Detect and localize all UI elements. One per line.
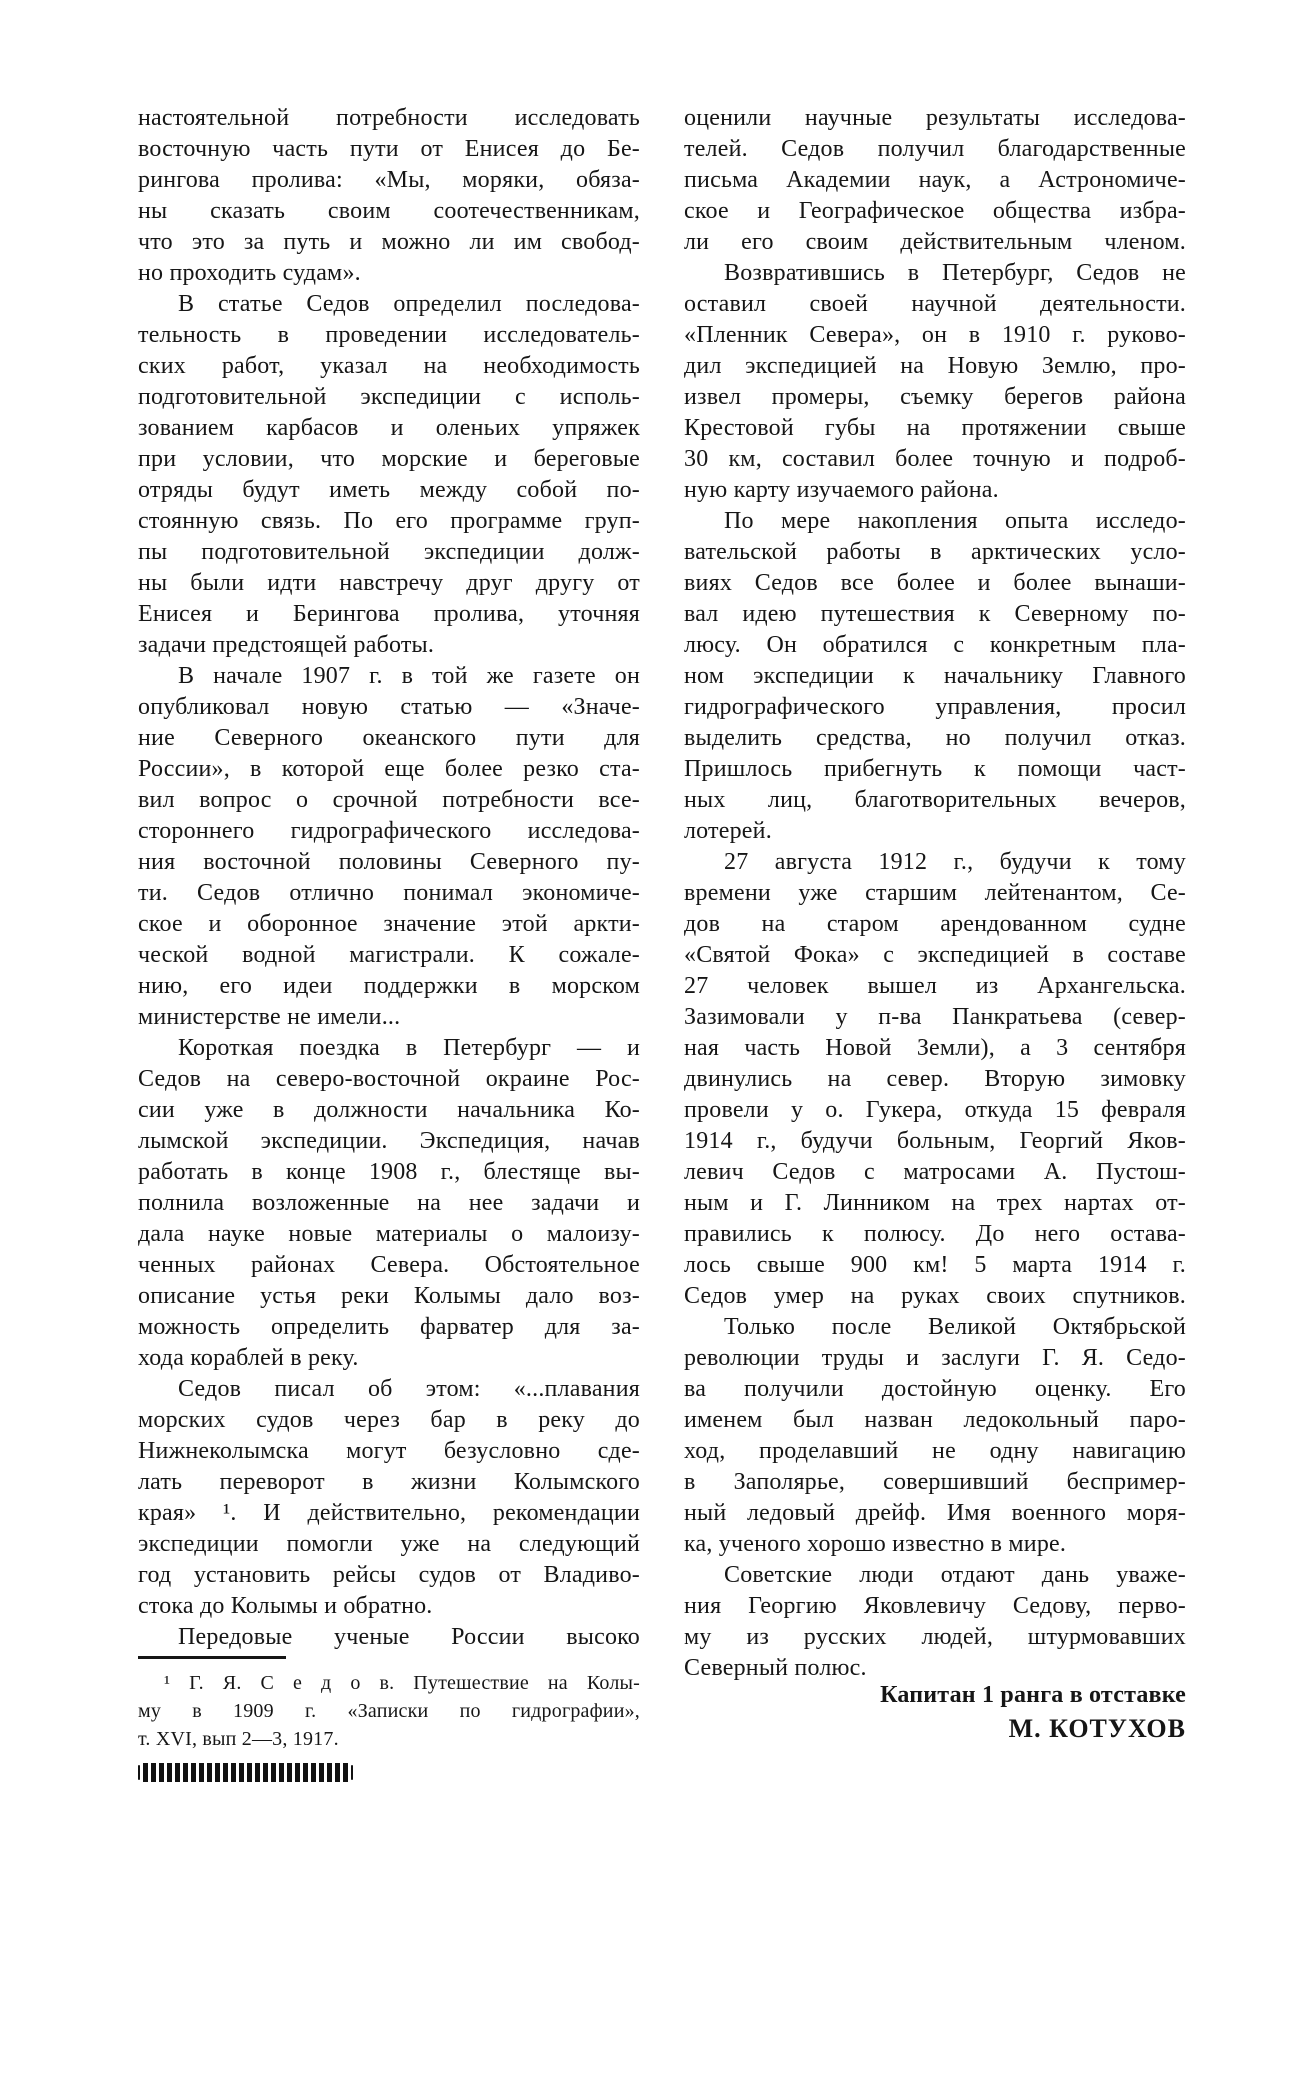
text-line: министерстве не имели... — [138, 1004, 401, 1030]
text-line: провели у о. Гукера, откуда 15 февраля — [684, 1097, 1186, 1123]
text-line: пы подготовительной экспедиции долж- — [138, 539, 640, 565]
text-line: России», в которой еще более резко ста- — [138, 756, 640, 782]
text-line: ¹ Г. Я. С е д о в. Путешествие на Колы- — [164, 1672, 640, 1694]
ornament-bar — [311, 1763, 316, 1782]
text-line: Пришлось прибегнуть к помощи част- — [684, 756, 1186, 782]
ornament-bar — [287, 1763, 292, 1782]
text-line: зованием карбасов и оленьих упряжек — [138, 415, 640, 441]
text-line: опубликовал новую статью — «Значе- — [138, 694, 640, 720]
text-line: хода кораблей в реку. — [138, 1345, 359, 1371]
tailpiece-bars-ornament — [138, 1762, 356, 1782]
text-line: Нижнеколымска могут безусловно сде- — [138, 1438, 640, 1464]
ornament-bar — [175, 1763, 180, 1782]
ornament-bar — [143, 1763, 148, 1782]
text-line: полнила возложенные на нее задачи и — [138, 1190, 640, 1216]
text-line: ход, проделавший не одну навигацию — [684, 1438, 1186, 1464]
text-line: письма Академии наук, а Астрономиче- — [684, 167, 1186, 193]
text-line: ли его своим действительным членом. — [684, 229, 1186, 255]
text-line: Возвратившись в Петербург, Седов не — [724, 260, 1186, 286]
text-line: В статье Седов определил последова- — [178, 291, 640, 317]
text-line: Крестовой губы на протяжении свыше — [684, 415, 1186, 441]
text-line: год установить рейсы судов от Владиво- — [138, 1562, 640, 1588]
ornament-bar — [183, 1763, 188, 1782]
text-line: вал идею путешествия к Северному по- — [684, 601, 1186, 627]
text-line: ном экспедиции к начальнику Главного — [684, 663, 1186, 689]
text-line: По мере накопления опыта исследо- — [724, 508, 1186, 534]
text-line: тельность в проведении исследователь- — [138, 322, 640, 348]
text-line: дала науке новые материалы о малоизу- — [138, 1221, 640, 1247]
text-line: «Пленник Севера», он в 1910 г. руково- — [684, 322, 1186, 348]
text-line: Только после Великой Октябрьской — [724, 1314, 1186, 1340]
text-line: «Святой Фока» с экспедицией в составе — [684, 942, 1186, 968]
text-line: ным и Г. Линником на трех нартах от- — [684, 1190, 1186, 1216]
ornament-bar — [215, 1763, 220, 1782]
footnote — [138, 1650, 640, 1753]
text-line: стока до Колымы и обратно. — [138, 1593, 433, 1619]
text-line: телей. Седов получил благодарственные — [684, 136, 1186, 162]
text-line: ная часть Новой Земли), а 3 сентября — [684, 1035, 1186, 1061]
signature-block — [684, 1679, 1186, 1746]
signature-rank: Капитан 1 ранга в отставке — [880, 1682, 1186, 1708]
text-line: в Заполярье, совершивший беспример- — [684, 1469, 1186, 1495]
ornament-bar — [263, 1763, 268, 1782]
text-line: Енисея и Берингова пролива, уточняя — [138, 601, 640, 627]
ornament-bar — [247, 1763, 252, 1782]
text-line: ных лиц, благотворительных вечеров, — [684, 787, 1186, 813]
text-line: ние Северного океанского пути для — [138, 725, 640, 751]
text-line: лать переворот в жизни Колымского — [138, 1469, 640, 1495]
text-line: ны были идти навстречу друг другу от — [138, 570, 640, 596]
ornament-bar — [239, 1763, 244, 1782]
text-line: 1914 г., будучи больным, Георгий Яков- — [684, 1128, 1186, 1154]
text-line: выделить средства, но получил отказ. — [684, 725, 1186, 751]
text-line: Седов писал об этом: «...плавания — [178, 1376, 640, 1402]
text-line: виях Седов все более и более вынаши- — [684, 570, 1186, 596]
text-line: ченных районах Севера. Обстоятельное — [138, 1252, 640, 1278]
text-line: края» ¹. И действительно, рекомендации — [138, 1500, 640, 1526]
footnote-rule — [138, 1656, 286, 1659]
text-line: ны сказать своим соотечественникам, — [138, 198, 640, 224]
text-line: Передовые ученые России высоко — [178, 1624, 640, 1650]
left-column — [138, 103, 640, 1653]
ornament-bar — [255, 1763, 260, 1782]
text-line: Советские люди отдают дань уваже- — [724, 1562, 1186, 1588]
text-line: стоянную связь. По его программе груп- — [138, 508, 640, 534]
text-line: двинулись на север. Вторую зимовку — [684, 1066, 1186, 1092]
ornament-bar — [327, 1763, 332, 1782]
ornament-bar — [199, 1763, 204, 1782]
ornament-bar — [151, 1763, 156, 1782]
text-line: отряды будут иметь между собой по- — [138, 477, 640, 503]
text-line: ка, ученого хорошо известно в мире. — [684, 1531, 1067, 1557]
text-line: 27 августа 1912 г., будучи к тому — [724, 849, 1186, 875]
text-line: ный ледовый дрейф. Имя военного моря- — [684, 1500, 1186, 1526]
ornament-bar — [343, 1763, 348, 1782]
text-line: 30 км, составил более точную и подроб- — [684, 446, 1186, 472]
text-line: 27 человек вышел из Архангельска. — [684, 973, 1186, 999]
right-column — [684, 103, 1186, 1684]
text-line: гидрографического управления, просил — [684, 694, 1186, 720]
ornament-bar — [207, 1763, 212, 1782]
text-line: вательской работы в арктических усло- — [684, 539, 1186, 565]
ornament-bar — [319, 1763, 324, 1782]
text-line: Седов на северо-восточной окраине Рос- — [138, 1066, 640, 1092]
text-line: оценили научные результаты исследова- — [684, 105, 1186, 131]
text-line: му из русских людей, штурмовавших — [684, 1624, 1186, 1650]
text-line: оставил своей научной деятельности. — [684, 291, 1186, 317]
text-line: Зазимовали у п-ва Панкратьева (север- — [684, 1004, 1186, 1030]
text-line: ческой водной магистрали. К сожале- — [138, 942, 640, 968]
ornament-bar — [279, 1763, 284, 1782]
text-line: стороннего гидрографического исследова- — [138, 818, 640, 844]
ornament-bar — [271, 1763, 276, 1782]
ornament-bar — [231, 1763, 236, 1782]
text-line: лымской экспедиции. Экспедиция, начав — [138, 1128, 640, 1154]
text-line: ния Георгию Яковлевичу Седову, перво- — [684, 1593, 1186, 1619]
text-line: времени уже старшим лейтенантом, Се- — [684, 880, 1186, 906]
text-line: морских судов через бар в реку до — [138, 1407, 640, 1433]
text-line: при условии, что морские и береговые — [138, 446, 640, 472]
text-line: революции труды и заслуги Г. Я. Седо- — [684, 1345, 1186, 1371]
ornament-bar — [295, 1763, 300, 1782]
text-line: но проходить судам». — [138, 260, 361, 286]
text-line: нию, его идеи поддержки в морском — [138, 973, 640, 999]
ornament-end-mark — [138, 1765, 140, 1780]
ornament-bar — [223, 1763, 228, 1782]
text-line: работать в конце 1908 г., блестяще вы- — [138, 1159, 640, 1185]
text-line: именем был назван ледокольный паро- — [684, 1407, 1186, 1433]
text-line: Короткая поездка в Петербург — и — [178, 1035, 640, 1061]
text-line: ских работ, указал на необходимость — [138, 353, 640, 379]
text-line: Северный полюс. — [684, 1655, 867, 1681]
text-line: В начале 1907 г. в той же газете он — [178, 663, 640, 689]
text-line: ское и Географическое общества избра- — [684, 198, 1186, 224]
ornament-bar — [335, 1763, 340, 1782]
text-line: правились к полюсу. До него остава- — [684, 1221, 1186, 1247]
text-line: ную карту изучаемого района. — [684, 477, 999, 503]
text-line: дил экспедицией на Новую Землю, про- — [684, 353, 1186, 379]
signature-name: М. КОТУХОВ — [1008, 1714, 1186, 1743]
text-line: дов на старом арендованном судне — [684, 911, 1186, 937]
text-line: можность определить фарватер для за- — [138, 1314, 640, 1340]
text-line: рингова пролива: «Мы, моряки, обяза- — [138, 167, 640, 193]
text-line: ское и оборонное значение этой аркти- — [138, 911, 640, 937]
footnote-text — [138, 1669, 640, 1753]
text-line: му в 1909 г. «Записки по гидрографии», — [138, 1700, 640, 1722]
text-line: левич Седов с матросами А. Пустош- — [684, 1159, 1186, 1185]
text-line: Седов умер на руках своих спутников. — [684, 1283, 1186, 1309]
ornament-bar — [303, 1763, 308, 1782]
text-line: экспедиции помогли уже на следующий — [138, 1531, 640, 1557]
text-line: ва получили достойную оценку. Его — [684, 1376, 1186, 1402]
ornament-bar — [191, 1763, 196, 1782]
text-line: т. XVI, вып 2—3, 1917. — [138, 1728, 339, 1750]
text-line: подготовительной экспедиции с исполь- — [138, 384, 640, 410]
text-line: что это за путь и можно ли им свобод- — [138, 229, 640, 255]
ornament-bar — [159, 1763, 164, 1782]
text-line: ния восточной половины Северного пу- — [138, 849, 640, 875]
text-line: задачи предстоящей работы. — [138, 632, 435, 658]
text-line: лотерей. — [684, 818, 772, 844]
text-line: восточную часть пути от Енисея до Бе- — [138, 136, 640, 162]
text-line: сии уже в должности начальника Ко- — [138, 1097, 640, 1123]
text-line: ти. Седов отлично понимал экономиче- — [138, 880, 640, 906]
text-line: описание устья реки Колымы дало воз- — [138, 1283, 640, 1309]
text-line: лось свыше 900 км! 5 марта 1914 г. — [684, 1252, 1186, 1278]
text-line: извел промеры, съемку берегов района — [684, 384, 1186, 410]
ornament-bar — [167, 1763, 172, 1782]
text-line: настоятельной потребности исследовать — [138, 105, 640, 131]
text-line: люсу. Он обратился с конкретным пла- — [684, 632, 1186, 658]
text-line: вил вопрос о срочной потребности все- — [138, 787, 640, 813]
ornament-end-mark — [351, 1765, 353, 1780]
